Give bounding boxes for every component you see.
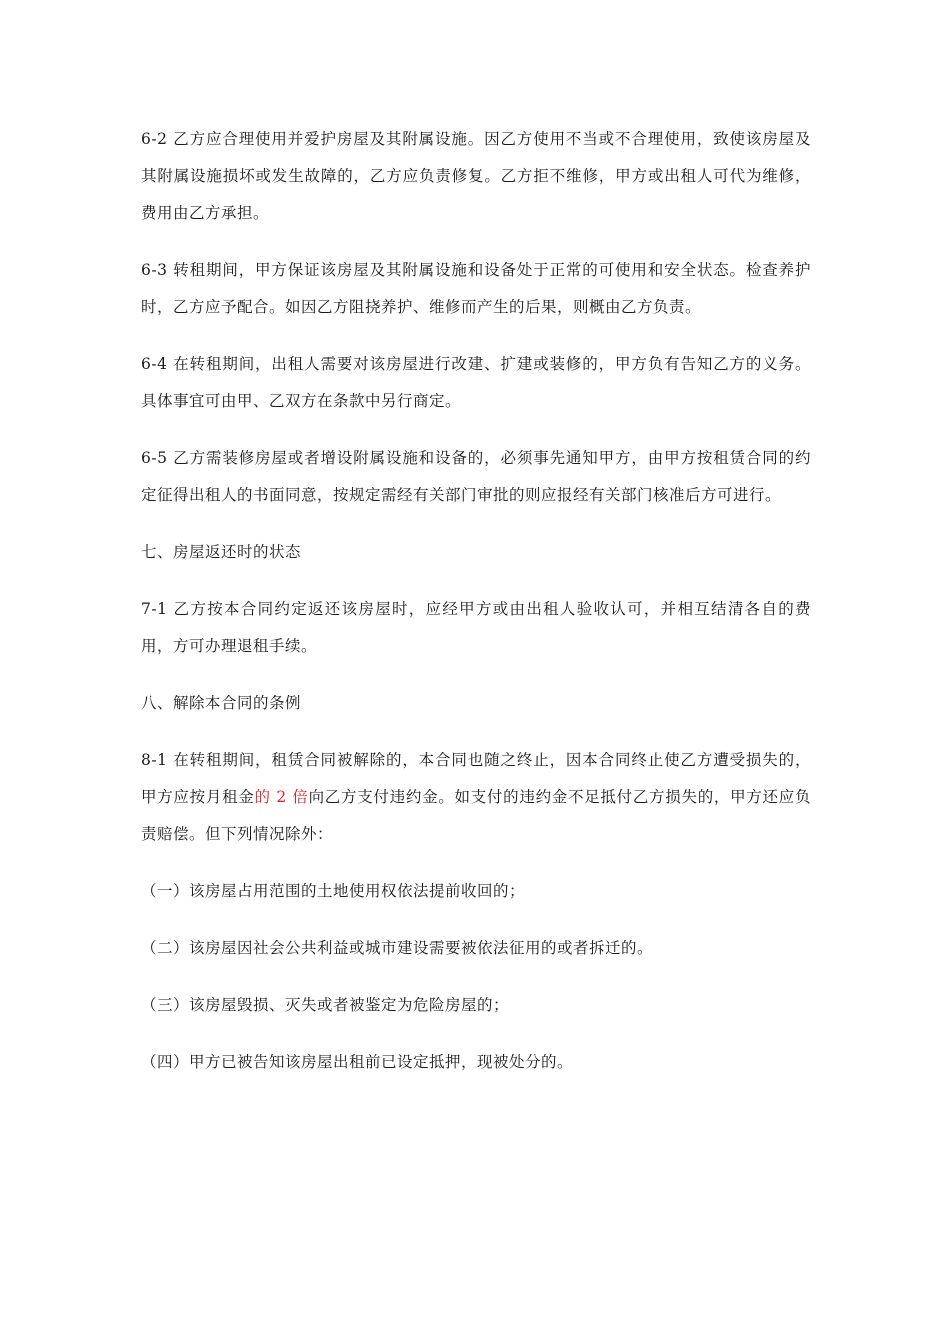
clause-8-1-part-b: 向乙方支付违约金。如支付的违约金不足抵付乙方损失的，甲方还应负责赔偿。但下列情况除外： [141, 788, 811, 843]
section-heading-8: 八、解除本合同的条例 [141, 694, 302, 712]
clause-7-1: 7-1 乙方按本合同约定返还该房屋时，应经甲方或由出租人验收认可，并相互结清各自的费用，方可办理退租手续。 [141, 600, 811, 655]
clause-6-4: 6-4 在转租期间，出租人需要对该房屋进行改建、扩建或装修的，甲方负有告知乙方的义务。具体事宜可由甲、乙双方在条款中另行商定。 [141, 355, 811, 410]
clause-8-1-highlight: 的 2 倍 [254, 788, 309, 806]
exception-item-2: （二）该房屋因社会公共利益或城市建设需要被依法征用的或者拆迁的。 [141, 939, 654, 957]
clause-6-2: 6-2 乙方应合理使用并爱护房屋及其附属设施。因乙方使用不当或不合理使用，致使该房屋及其附属设施损坏或发生故障的，乙方应负责修复。乙方拒不维修，甲方或出租人可代为维修，费用由乙方承担。 [141, 130, 811, 222]
section-heading-7: 七、房屋返还时的状态 [141, 543, 302, 561]
document-page [141, 121, 811, 1101]
clause-8-1-part-a: 8-1 在转租期间，租赁合同被解除的，本合同也随之终止，因本合同终止使乙方遭受损失的，甲方应按月租金 [141, 751, 811, 806]
clause-6-5: 6-5 乙方需装修房屋或者增设附属设施和设备的，必须事先通知甲方，由甲方按租赁合同的约定征得出租人的书面同意，按规定需经有关部门审批的则应报经有关部门核准后方可进行。 [141, 449, 811, 504]
exception-item-1: （一）该房屋占用范围的土地使用权依法提前收回的； [141, 882, 526, 900]
exception-item-4: （四）甲方已被告知该房屋出租前已设定抵押，现被处分的。 [141, 1053, 574, 1071]
exception-item-3: （三）该房屋毁损、灭失或者被鉴定为危险房屋的； [141, 996, 510, 1014]
clause-8-1 [141, 742, 811, 853]
clause-6-3: 6-3 转租期间，甲方保证该房屋及其附属设施和设备处于正常的可使用和安全状态。检查养护时，乙方应予配合。如因乙方阻挠养护、维修而产生的后果，则概由乙方负责。 [141, 261, 811, 316]
